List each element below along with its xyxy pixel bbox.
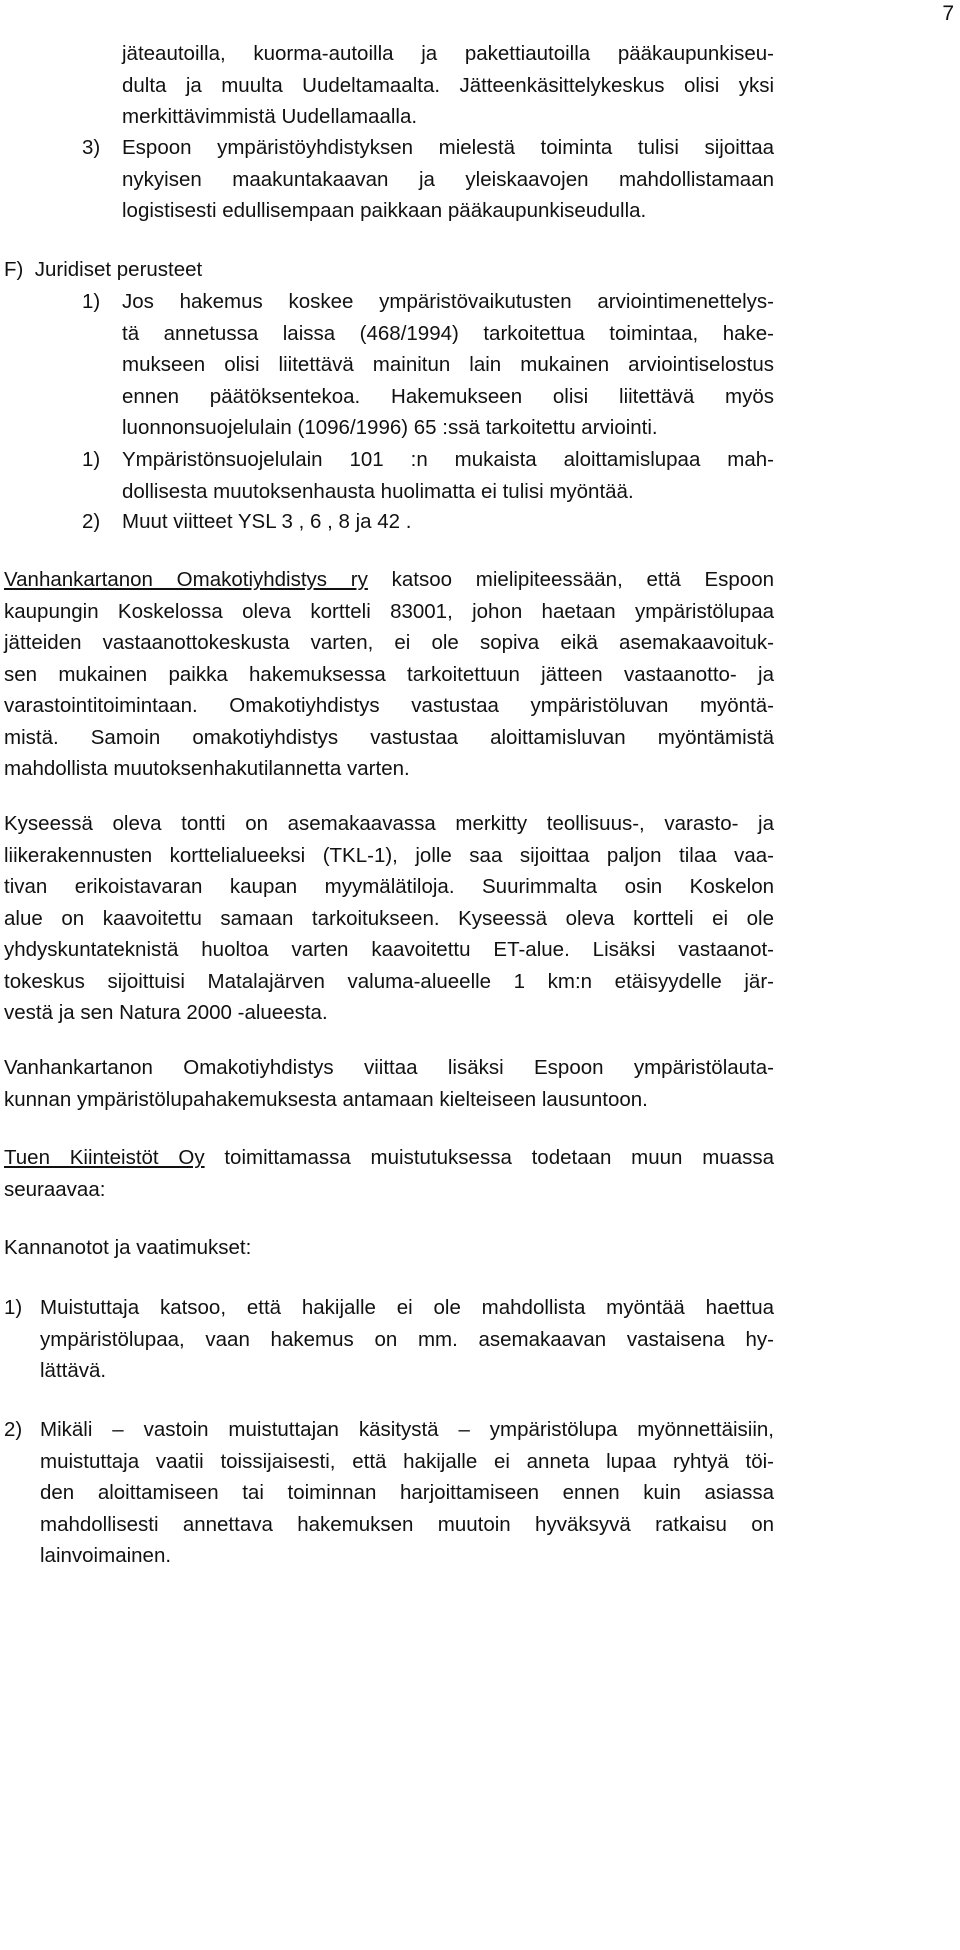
text-line: mukseen olisi liitettävä mainitun lain mukainen arviointiselostus	[122, 353, 774, 376]
organization-name: Vanhankartanon Omakotiyhdistys ry	[4, 568, 368, 591]
paragraph-plot-description	[4, 808, 774, 1029]
text-line: Vanhankartanon Omakotiyhdistys viittaa lisäksi Espoon ympäristölauta-	[4, 1056, 774, 1079]
text-line: varastointitoimintaan. Omakotiyhdistys vastustaa ympäristöluvan myöntä-	[4, 694, 774, 717]
list-item-3	[122, 132, 774, 227]
text-line: dulta ja muulta Uudeltamaalta. Jätteenkäsittelykeskus olisi yksi	[122, 73, 774, 97]
paragraph-tuen-reminder	[4, 1142, 774, 1205]
text-line: sen mukainen paikka hakemuksessa tarkoitettuun jätteen vastaanotto- ja	[4, 662, 774, 686]
paragraph-vanhankartano-reference	[4, 1052, 774, 1115]
section-heading: F) Juridiset perusteet	[4, 258, 203, 281]
list-number: 1)	[82, 290, 101, 313]
list-number: 1)	[4, 1296, 23, 1319]
text-line: alue on kaavoitettu samaan tarkoitukseen. Kyseessä oleva kortteli ei ole	[4, 906, 774, 930]
text-line: mistä. Samoin omakotiyhdistys vastustaa aloittamisluvan myöntämistä	[4, 725, 774, 749]
list-number: 2)	[82, 510, 101, 533]
text-line: merkittävimmistä Uudellamaalla.	[122, 105, 418, 128]
text-line: Jos hakemus koskee ympäristövaikutusten arviointimenettelys-	[122, 290, 774, 313]
text-line: jäteautoilla, kuorma-autoilla ja pakettiautoilla pääkaupunkiseu-	[122, 42, 774, 65]
text-line: lättävä.	[40, 1359, 107, 1382]
text-line: vestä ja sen Natura 2000 -alueesta.	[4, 1001, 328, 1024]
text-line: mahdollista muutoksenhakutilannetta varten.	[4, 757, 410, 780]
text-line: dollisesta muutoksenhausta huolimatta ei tulisi myöntää.	[122, 479, 634, 503]
text-line: tä annetussa laissa (468/1994) tarkoitettua toimintaa, hake-	[122, 321, 774, 345]
text-line: seuraavaa:	[4, 1177, 106, 1201]
text-line: kaupungin Koskelossa oleva kortteli 83001, johon haetaan ympäristölupaa	[4, 599, 774, 623]
page-number: 7	[942, 2, 954, 25]
text-line: tivan erikoistavaran kaupan myymälätiloja. Suurimmalta osin Koskelon	[4, 875, 774, 898]
list-item	[122, 506, 774, 538]
text-line: ennen päätöksentekoa. Hakemukseen olisi liitettävä myös	[122, 384, 774, 408]
text-fragment: toimittamassa muistutuksessa todetaan muun muassa	[204, 1146, 774, 1169]
text-line: ympäristölupaa, vaan hakemus on mm. asemakaavan vastaisena hy-	[40, 1327, 774, 1351]
text-line	[4, 564, 774, 596]
list-number: 3)	[82, 136, 101, 159]
text-line: Ympäristönsuojelulain 101 :n mukaista aloittamislupaa mah-	[122, 448, 774, 471]
subheading: Kannanotot ja vaatimukset:	[4, 1236, 252, 1259]
text-line: Muistuttaja katsoo, että hakijalle ei ole mahdollista myöntää haettua	[40, 1296, 774, 1319]
list-item	[122, 286, 774, 444]
text-line: Muut viitteet YSL 3 , 6 , 8 ja 42 .	[122, 510, 412, 533]
demand-item	[40, 1292, 774, 1387]
text-line: liikerakennusten korttelialueeksi (TKL-1), jolle saa sijoittaa paljon tilaa vaa-	[4, 843, 774, 867]
text-line: Mikäli – vastoin muistuttajan käsitystä – ympäristölupa myönnettäisiin,	[40, 1418, 774, 1441]
text-line: Kyseessä oleva tontti on asemakaavassa merkitty teollisuus-, varasto- ja	[4, 812, 774, 835]
text-line: luonnonsuojelulain (1096/1996) 65 :ssä tarkoitettu arviointi.	[122, 416, 658, 439]
text-line: muistuttaja vaatii toissijaisesti, että hakijalle ei anneta lupaa ryhtyä töi-	[40, 1449, 774, 1473]
text-line: jätteiden vastaanottokeskusta varten, ei ole sopiva eikä asemakaavoituk-	[4, 631, 774, 654]
text-line: logistisesti edullisempaan paikkaan pääkaupunkiseudulla.	[122, 199, 647, 222]
continuation-paragraph	[122, 38, 774, 133]
text-line: nykyisen maakuntakaavan ja yleiskaavojen mahdollistamaan	[122, 167, 774, 191]
text-line: yhdyskuntateknistä huoltoa varten kaavoitettu ET-alue. Lisäksi vastaanot-	[4, 938, 774, 961]
list-number: 1)	[82, 448, 101, 471]
text-fragment: katsoo mielipiteessään, että Espoon	[367, 568, 774, 591]
organization-name: Tuen Kiinteistöt Oy	[4, 1146, 205, 1169]
text-line: tokeskus sijoittuisi Matalajärven valuma-alueelle 1 km:n etäisyydelle jär-	[4, 969, 774, 993]
demand-item	[40, 1414, 774, 1572]
list-item	[122, 444, 774, 507]
list-number: 2)	[4, 1418, 23, 1441]
paragraph-vanhankartano-objection	[4, 564, 774, 785]
text-line: mahdollisesti annettava hakemuksen muutoin hyväksyvä ratkaisu on	[40, 1512, 774, 1536]
text-line: kunnan ympäristölupahakemuksesta antamaan kielteiseen lausuntoon.	[4, 1087, 648, 1111]
text-line	[4, 1142, 774, 1174]
text-line: den aloittamiseen tai toiminnan harjoittamiseen ennen kuin asiassa	[40, 1481, 774, 1504]
text-line: lainvoimainen.	[40, 1544, 172, 1567]
text-line: Espoon ympäristöyhdistyksen mielestä toiminta tulisi sijoittaa	[122, 136, 774, 159]
